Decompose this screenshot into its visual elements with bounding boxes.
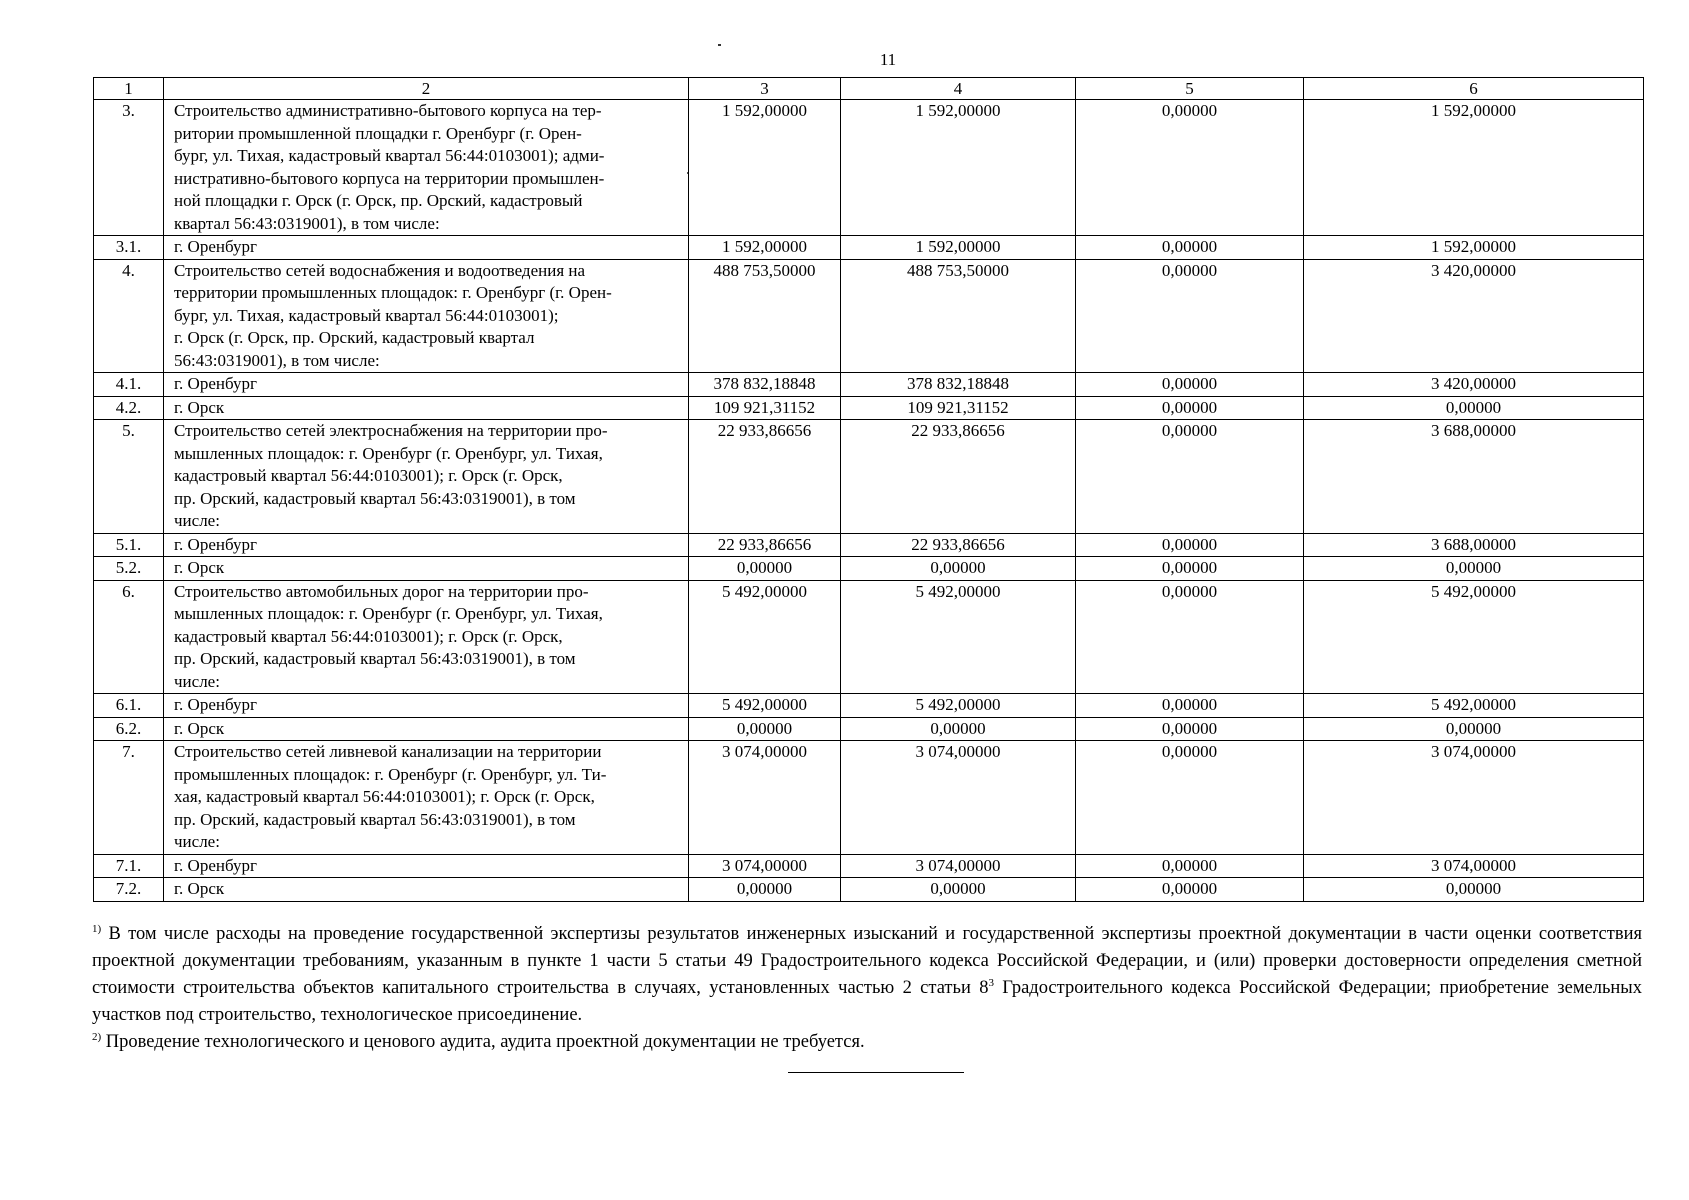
header-cell: 1	[94, 78, 164, 100]
footnote-2-mark: 2)	[92, 1030, 102, 1043]
value-cell-col4: 1 592,00000	[841, 100, 1076, 236]
value-cell-col5: 0,00000	[1076, 236, 1304, 260]
value-cell-col3: 109 921,31152	[689, 396, 841, 420]
value-cell-col5: 0,00000	[1076, 557, 1304, 581]
value-cell-col6: 0,00000	[1304, 396, 1644, 420]
description-cell: г. Оренбург	[164, 694, 689, 718]
value-cell-col5: 0,00000	[1076, 580, 1304, 694]
row-number-cell: 7.1.	[94, 854, 164, 878]
description-cell: г. Оренбург	[164, 854, 689, 878]
footnotes	[92, 921, 1642, 1056]
value-cell-col3: 378 832,18848	[689, 373, 841, 397]
value-cell-col3: 3 074,00000	[689, 854, 841, 878]
description-cell: г. Оренбург	[164, 533, 689, 557]
description-cell: г. Оренбург	[164, 373, 689, 397]
value-cell-col5: 0,00000	[1076, 420, 1304, 534]
value-cell-col3: 0,00000	[689, 717, 841, 741]
page-number: 11	[879, 50, 897, 69]
table-row	[94, 373, 1644, 397]
value-cell-col5: 0,00000	[1076, 878, 1304, 902]
row-number-cell: 5.1.	[94, 533, 164, 557]
description-cell: г. Оренбург	[164, 236, 689, 260]
table-row	[94, 741, 1644, 855]
description-cell: г. Орск	[164, 878, 689, 902]
value-cell-col5: 0,00000	[1076, 854, 1304, 878]
description-cell: г. Орск	[164, 557, 689, 581]
description-cell: Строительство сетей водоснабжения и водоотведения на территории промышленных площадок: г. Оренбург (г. Орен- бург, ул. Тихая, кадастровый квартал 56:44:0103001); г. Орск (г. Орск, пр. Орский, кадастровый квартал 56:43:0319001), в том числе:	[164, 259, 689, 373]
footnote-1-text: В том числе расходы на проведение государственной экспертизы результатов инженерных изысканий и государственной экспертизы проектной документации в части оценки соответствия проектной документации требованиям, указанным в пункте 1 части 5 статьи 49 Градостроительного кодекса Российской Федерации, и (или) проверки достоверности определения сметной стоимости строительства объектов капитального строительства в случаях, установленных частью 2 статьи 8	[92, 924, 1642, 998]
value-cell-col6: 3 420,00000	[1304, 373, 1644, 397]
value-cell-col5: 0,00000	[1076, 373, 1304, 397]
budget-table	[93, 77, 1644, 902]
value-cell-col6: 0,00000	[1304, 557, 1644, 581]
header-cell: 2	[164, 78, 689, 100]
table-row	[94, 854, 1644, 878]
table-row	[94, 694, 1644, 718]
end-rule	[788, 1072, 964, 1073]
header-cell: 5	[1076, 78, 1304, 100]
value-cell-col6: 3 074,00000	[1304, 741, 1644, 855]
footnote-1-text-end: Градостроительного кодекса Российской Федерации; приобретение земельных участков под строительство, технологическое присоединение.	[92, 978, 1642, 1025]
value-cell-col3: 3 074,00000	[689, 741, 841, 855]
row-number-cell: 4.	[94, 259, 164, 373]
row-number-cell: 7.	[94, 741, 164, 855]
footnote-1	[92, 921, 1642, 1029]
table-row	[94, 259, 1644, 373]
description-cell: Строительство административно-бытового корпуса на тер- ритории промышленной площадки г. Оренбург (г. Орен- бург, ул. Тихая, кадастровый квартал 56:44:0103001); адми- нистративно-бытового корпуса на территории промышлен- ной площадки г. Орск (г. Орск, пр. Орский, кадастровый квартал 56:43:0319001), в том числе:	[164, 100, 689, 236]
value-cell-col3: 5 492,00000	[689, 580, 841, 694]
footnote-2	[92, 1029, 1642, 1056]
value-cell-col4: 22 933,86656	[841, 533, 1076, 557]
row-number-cell: 3.1.	[94, 236, 164, 260]
value-cell-col5: 0,00000	[1076, 694, 1304, 718]
table-row	[94, 580, 1644, 694]
value-cell-col4: 109 921,31152	[841, 396, 1076, 420]
row-number-cell: 3.	[94, 100, 164, 236]
footnote-2-text: Проведение технологического и ценового аудита, аудита проектной документации не требуется.	[101, 1032, 865, 1052]
value-cell-col6: 3 688,00000	[1304, 420, 1644, 534]
header-cell: 4	[841, 78, 1076, 100]
row-number-cell: 5.	[94, 420, 164, 534]
description-cell: Строительство автомобильных дорог на территории про- мышленных площадок: г. Оренбург (г. Оренбург, ул. Тихая, кадастровый квартал 56:44:0103001); г. Орск (г. Орск, пр. Орский, кадастровый квартал 56:43:0319001), в том числе:	[164, 580, 689, 694]
value-cell-col4: 5 492,00000	[841, 694, 1076, 718]
value-cell-col4: 0,00000	[841, 717, 1076, 741]
row-number-cell: 6.	[94, 580, 164, 694]
row-number-cell: 5.2.	[94, 557, 164, 581]
header-cell: 3	[689, 78, 841, 100]
value-cell-col6: 3 688,00000	[1304, 533, 1644, 557]
value-cell-col3: 0,00000	[689, 557, 841, 581]
header-cell: 6	[1304, 78, 1644, 100]
description-cell: г. Орск	[164, 396, 689, 420]
row-number-cell: 4.1.	[94, 373, 164, 397]
value-cell-col6: 1 592,00000	[1304, 236, 1644, 260]
value-cell-col6: 3 420,00000	[1304, 259, 1644, 373]
value-cell-col6: 5 492,00000	[1304, 694, 1644, 718]
table-row	[94, 557, 1644, 581]
value-cell-col5: 0,00000	[1076, 100, 1304, 236]
table-header-row	[94, 78, 1644, 100]
value-cell-col3: 0,00000	[689, 878, 841, 902]
description-cell: Строительство сетей ливневой канализации на территории промышленных площадок: г. Оренбург (г. Оренбург, ул. Ти- хая, кадастровый квартал 56:44:0103001); г. Орск (г. Орск, пр. Орский, кадастровый квартал 56:43:0319001), в том числе:	[164, 741, 689, 855]
value-cell-col3: 5 492,00000	[689, 694, 841, 718]
value-cell-col4: 0,00000	[841, 878, 1076, 902]
value-cell-col5: 0,00000	[1076, 741, 1304, 855]
description-cell: г. Орск	[164, 717, 689, 741]
value-cell-col6: 3 074,00000	[1304, 854, 1644, 878]
footnote-1-superscript: 3	[988, 976, 994, 989]
value-cell-col3: 488 753,50000	[689, 259, 841, 373]
row-number-cell: 7.2.	[94, 878, 164, 902]
value-cell-col6: 0,00000	[1304, 717, 1644, 741]
value-cell-col4: 3 074,00000	[841, 741, 1076, 855]
table-row	[94, 236, 1644, 260]
value-cell-col5: 0,00000	[1076, 717, 1304, 741]
table-row	[94, 420, 1644, 534]
value-cell-col6: 5 492,00000	[1304, 580, 1644, 694]
value-cell-col4: 488 753,50000	[841, 259, 1076, 373]
value-cell-col4: 5 492,00000	[841, 580, 1076, 694]
table-row	[94, 100, 1644, 236]
value-cell-col3: 1 592,00000	[689, 100, 841, 236]
value-cell-col4: 378 832,18848	[841, 373, 1076, 397]
footnote-1-mark: 1)	[92, 922, 102, 935]
value-cell-col3: 1 592,00000	[689, 236, 841, 260]
scan-speck	[718, 44, 721, 46]
table-row	[94, 533, 1644, 557]
value-cell-col5: 0,00000	[1076, 259, 1304, 373]
row-number-cell: 6.2.	[94, 717, 164, 741]
value-cell-col4: 1 592,00000	[841, 236, 1076, 260]
value-cell-col4: 0,00000	[841, 557, 1076, 581]
row-number-cell: 6.1.	[94, 694, 164, 718]
value-cell-col3: 22 933,86656	[689, 533, 841, 557]
value-cell-col5: 0,00000	[1076, 396, 1304, 420]
table-row	[94, 396, 1644, 420]
value-cell-col3: 22 933,86656	[689, 420, 841, 534]
table-row	[94, 717, 1644, 741]
value-cell-col6: 0,00000	[1304, 878, 1644, 902]
value-cell-col4: 3 074,00000	[841, 854, 1076, 878]
value-cell-col6: 1 592,00000	[1304, 100, 1644, 236]
value-cell-col4: 22 933,86656	[841, 420, 1076, 534]
value-cell-col5: 0,00000	[1076, 533, 1304, 557]
table-row	[94, 878, 1644, 902]
description-cell: Строительство сетей электроснабжения на территории про- мышленных площадок: г. Оренбург (г. Оренбург, ул. Тихая, кадастровый квартал 56:44:0103001); г. Орск (г. Орск, пр. Орский, кадастровый квартал 56:43:0319001), в том числе:	[164, 420, 689, 534]
row-number-cell: 4.2.	[94, 396, 164, 420]
